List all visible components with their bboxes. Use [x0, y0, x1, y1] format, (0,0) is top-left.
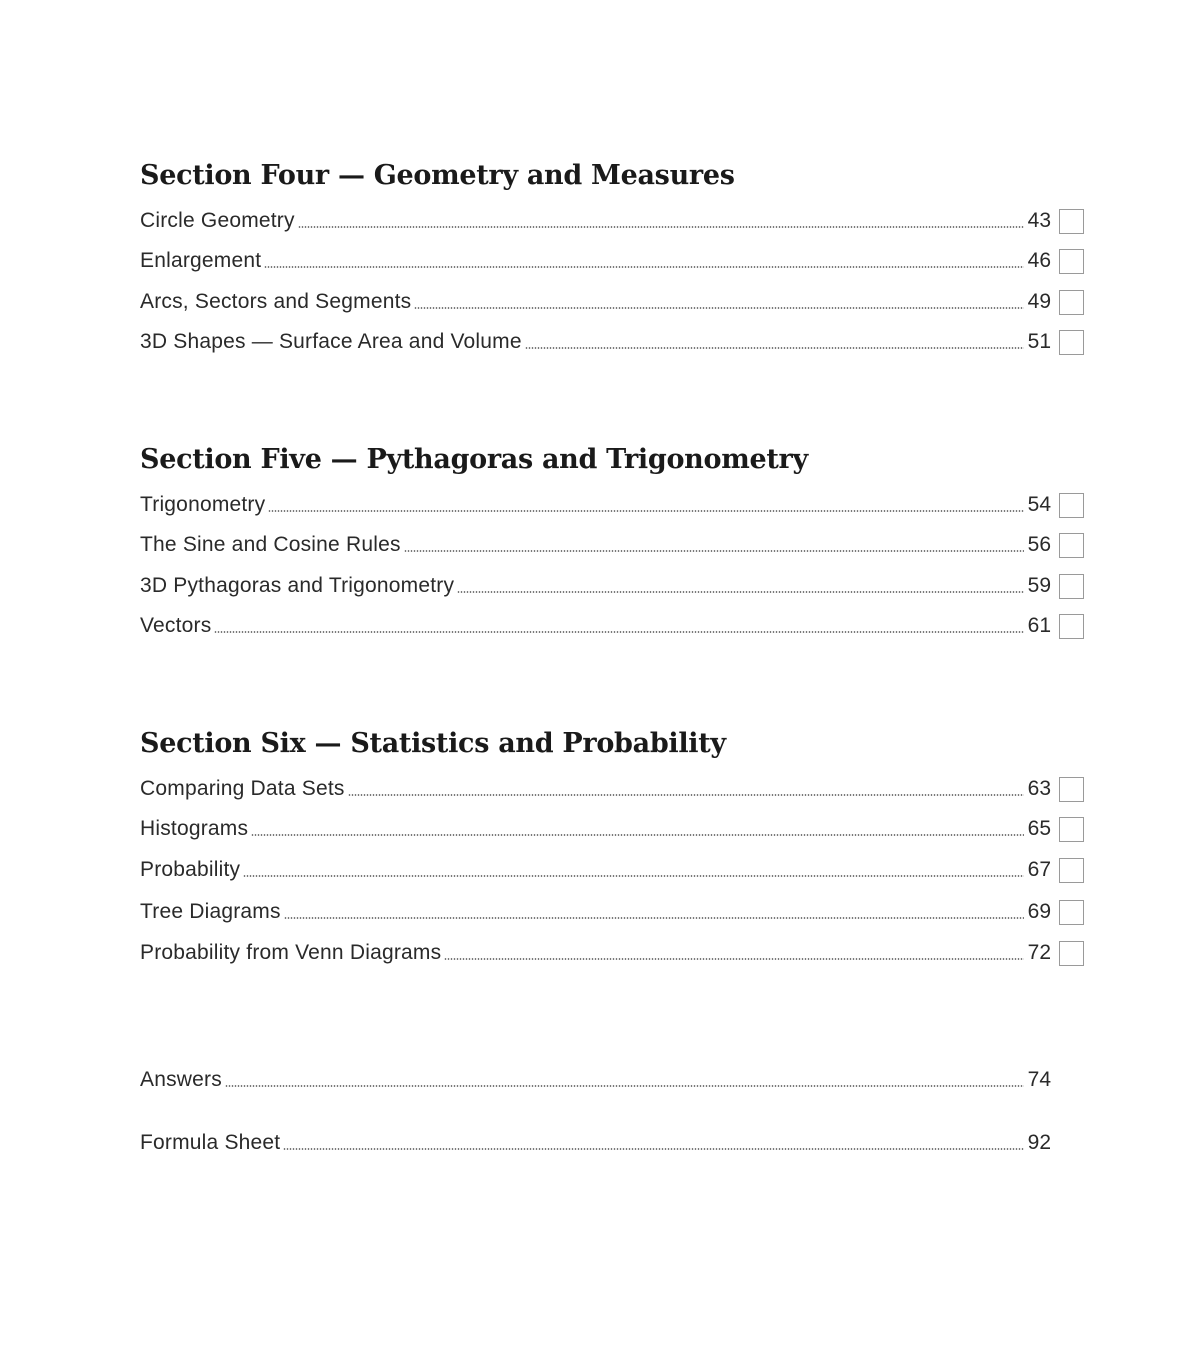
page-number: 59: [1027, 573, 1051, 597]
progress-checkbox[interactable]: [1059, 941, 1084, 966]
toc-entry[interactable]: [140, 1116, 1084, 1157]
toc-entry[interactable]: [140, 559, 1084, 600]
page-number: 49: [1027, 289, 1051, 313]
section-six: [140, 726, 1084, 967]
entry-label: Comparing Data Sets: [140, 776, 345, 800]
toc-entry[interactable]: [140, 762, 1084, 803]
section-five: [140, 442, 1084, 640]
page-number: 63: [1027, 776, 1051, 800]
dot-leader: [264, 266, 1024, 268]
entry-label: The Sine and Cosine Rules: [140, 533, 401, 556]
progress-checkbox[interactable]: [1059, 290, 1084, 315]
progress-checkbox[interactable]: [1059, 858, 1084, 883]
toc-entry[interactable]: [140, 478, 1084, 519]
progress-checkbox[interactable]: [1059, 900, 1084, 925]
dot-leader: [214, 631, 1024, 633]
entry-label: Histograms: [140, 817, 249, 840]
toc-entry[interactable]: [140, 843, 1084, 884]
dot-leader: [457, 591, 1024, 593]
entry-label: Tree Diagrams: [140, 900, 281, 923]
progress-checkbox[interactable]: [1059, 533, 1084, 558]
entry-label: 3D Shapes — Surface Area and Volume: [140, 330, 522, 353]
section-title: Section Four — Geometry and Measures: [140, 160, 735, 191]
dot-leader: [404, 550, 1024, 552]
page-number: 72: [1027, 940, 1051, 964]
progress-checkbox[interactable]: [1059, 493, 1084, 518]
page-number: 69: [1027, 900, 1051, 923]
entry-label: Vectors: [140, 614, 212, 637]
page-number: 61: [1027, 614, 1051, 637]
progress-checkbox[interactable]: [1059, 614, 1084, 639]
entry-label: Formula Sheet: [140, 1130, 281, 1154]
page-number: 65: [1027, 817, 1051, 840]
entry-label: Probability from Venn Diagrams: [140, 940, 442, 964]
section-title: Section Six — Statistics and Probability: [140, 728, 726, 759]
entry-label: Answers: [140, 1067, 222, 1091]
dot-leader: [298, 226, 1024, 228]
dot-leader: [251, 834, 1024, 836]
entry-label: 3D Pythagoras and Trigonometry: [140, 573, 455, 597]
progress-checkbox[interactable]: [1059, 330, 1084, 355]
page-number: 67: [1027, 857, 1051, 881]
toc-entry[interactable]: [140, 884, 1084, 927]
page-number: 51: [1027, 330, 1051, 353]
back-matter-formula-sheet: [140, 1116, 1084, 1157]
section-four: [140, 158, 1084, 356]
dot-leader: [284, 917, 1024, 919]
progress-checkbox[interactable]: [1059, 777, 1084, 802]
progress-checkbox[interactable]: [1059, 817, 1084, 842]
page-number: 56: [1027, 533, 1051, 556]
toc-entry[interactable]: [140, 316, 1084, 357]
progress-checkbox[interactable]: [1059, 574, 1084, 599]
toc-entry[interactable]: [140, 600, 1084, 641]
toc-entry[interactable]: [140, 1053, 1084, 1094]
dot-leader: [348, 794, 1024, 796]
entry-label: Circle Geometry: [140, 208, 295, 232]
toc-entry[interactable]: [140, 926, 1084, 967]
dot-leader: [268, 510, 1024, 512]
entry-label: Enlargement: [140, 249, 262, 272]
page-number: 43: [1027, 208, 1051, 232]
dot-leader: [525, 347, 1024, 349]
dot-leader: [243, 875, 1024, 877]
page-number: 92: [1027, 1130, 1051, 1154]
dot-leader: [444, 958, 1024, 960]
toc-entry[interactable]: [140, 275, 1084, 316]
dot-leader: [414, 307, 1024, 309]
progress-checkbox[interactable]: [1059, 249, 1084, 274]
entry-label: Arcs, Sectors and Segments: [140, 289, 412, 313]
toc-entry[interactable]: [140, 235, 1084, 276]
toc-entry[interactable]: [140, 194, 1084, 235]
page-number: 46: [1027, 249, 1051, 272]
entry-label: Trigonometry: [140, 492, 266, 516]
page-number: 54: [1027, 492, 1051, 516]
progress-checkbox[interactable]: [1059, 209, 1084, 234]
page-number: 74: [1027, 1067, 1051, 1091]
toc-entry[interactable]: [140, 803, 1084, 844]
dot-leader: [283, 1148, 1024, 1150]
back-matter-answers: [140, 1053, 1084, 1094]
dot-leader: [225, 1085, 1024, 1087]
section-title: Section Five — Pythagoras and Trigonometry: [140, 444, 808, 475]
entry-label: Probability: [140, 857, 241, 881]
toc-entry[interactable]: [140, 519, 1084, 560]
